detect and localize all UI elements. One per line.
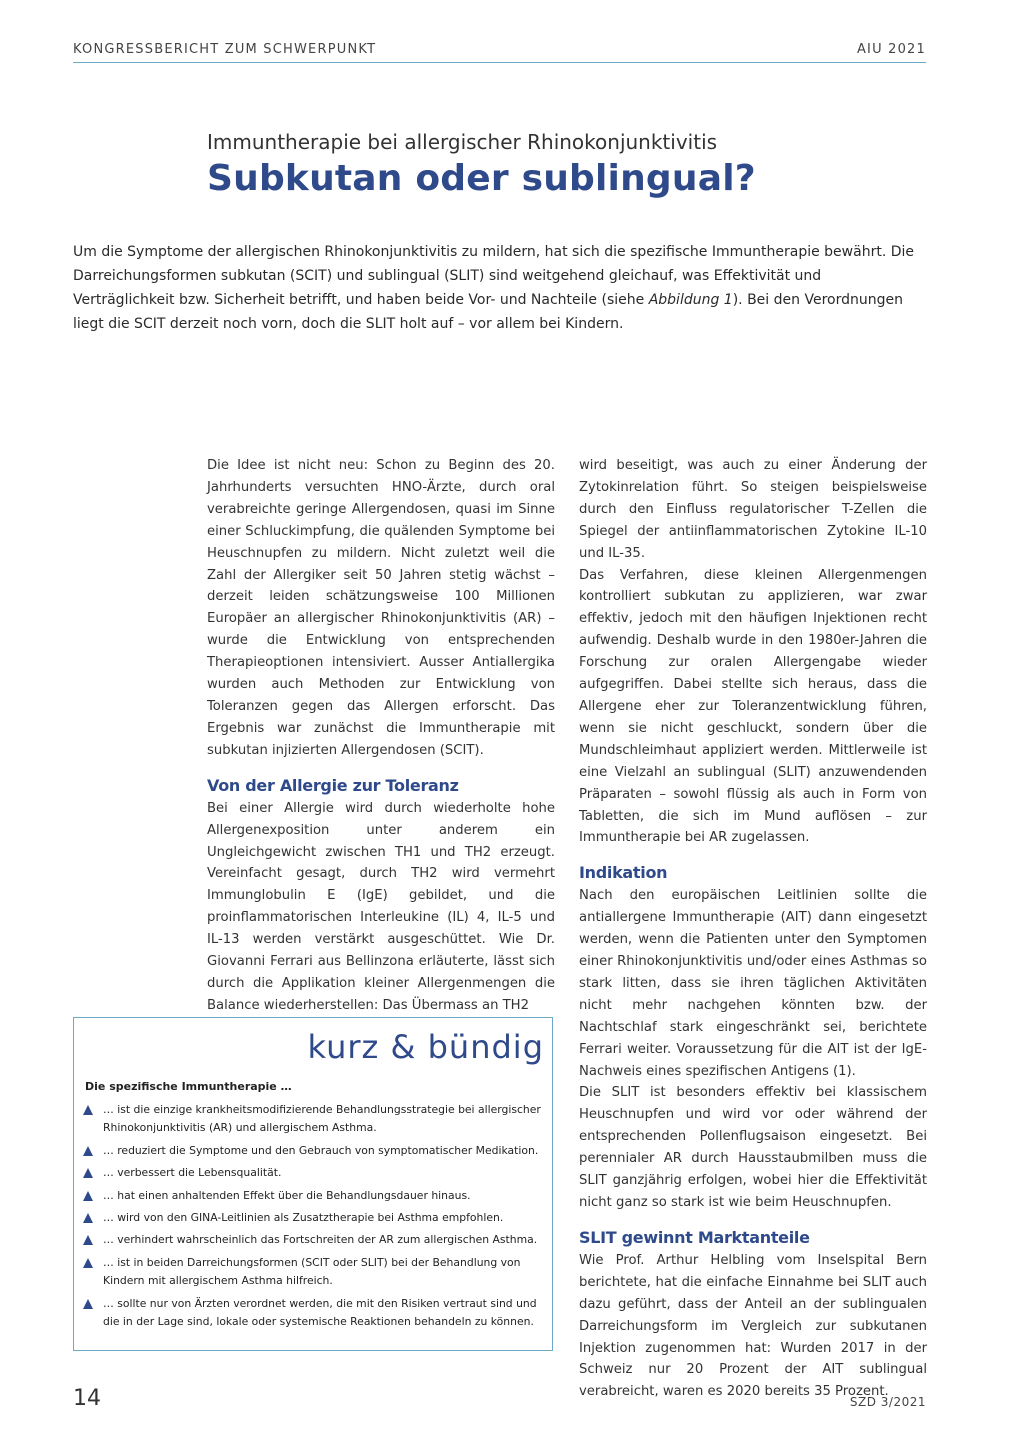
summary-box-subtitle: Die spezifische Immuntherapie … xyxy=(85,1080,292,1093)
list-item xyxy=(83,1164,545,1182)
list-item xyxy=(83,1254,545,1291)
article-title: Subkutan oder sublingual? xyxy=(207,158,756,199)
list-item-text: … hat einen anhaltenden Effekt über die Behandlungsdauer hinaus. xyxy=(103,1188,471,1202)
list-item-text: … verbessert die Lebensqualität. xyxy=(103,1166,282,1180)
list-item xyxy=(83,1187,545,1205)
summary-box xyxy=(73,1017,553,1351)
article-kicker: Immuntherapie bei allergischer Rhinokonjunktivitis xyxy=(207,130,718,154)
summary-list xyxy=(83,1101,545,1335)
triangle-up-icon xyxy=(83,1235,93,1245)
triangle-up-icon xyxy=(83,1168,93,1178)
header-section: KONGRESSBERICHT ZUM SCHWERPUNKT xyxy=(73,42,377,57)
list-item xyxy=(83,1142,545,1160)
article-lead xyxy=(73,240,926,336)
lead-text-1: Um die Symptome der allergischen Rhinokonjunktivitis zu mildern, hat sich die spezifische Immuntherapie bewährt. Die Darreichungsformen subkutan (SCIT) und sublingual (SLIT) sind weitgehend gleichauf, was Effektivität und Verträglichkeit bzw. Sicherheit betrifft, und haben beide Vor- und Nachteile (siehe xyxy=(73,244,915,308)
body-paragraph: Nach den europäischen Leitlinien sollte die antiallergene Immuntherapie (AIT) dann eingesetzt werden, wenn die Patienten unter den Symptomen einer Rhinokonjunktivitis und/oder eines Asthmas so stark litten, dass sie ihren täglichen Aktivitäten nicht mehr nachgehen könnten bzw. der Nachtschlaf stark eingeschränkt sei, berichtete Ferrari weiter. Voraussetzung für die AIT ist der IgE-Nachweis eines spezifischen Antigens (1). xyxy=(579,888,927,1079)
lead-figure-ref: Abbildung 1 xyxy=(648,292,733,308)
list-item-text: … wird von den GINA-Leitlinien als Zusatztherapie bei Asthma empfohlen. xyxy=(103,1211,504,1225)
page-number: 14 xyxy=(73,1386,101,1411)
list-item xyxy=(83,1295,545,1332)
list-item xyxy=(83,1101,545,1138)
list-item xyxy=(83,1209,545,1227)
lead-text-2: ). Bei den Verordnungen liegt die SCIT derzeit noch vorn, doch die SLIT holt auf – vor allem bei Kindern. xyxy=(73,292,903,332)
issue-label: SZD 3/2021 xyxy=(849,1395,926,1409)
triangle-up-icon xyxy=(83,1299,93,1309)
list-item-text: … ist in beiden Darreichungsformen (SCIT oder SLIT) bei der Behandlung von Kindern mit allergischem Asthma hilfreich. xyxy=(103,1255,521,1288)
triangle-up-icon xyxy=(83,1191,93,1201)
list-item-text: … ist die einzige krankheitsmodifizierende Behandlungsstrategie bei allergischer Rhinokonjunktivitis (AR) und allergischem Asthma. xyxy=(103,1103,541,1135)
triangle-up-icon xyxy=(83,1105,93,1115)
header-journal: AIU 2021 xyxy=(856,42,926,57)
body-paragraph: Die Idee ist nicht neu: Schon zu Beginn des 20. Jahrhunderts versuchten HNO-Ärzte, durch oral verabreichte geringe Allergendosen, quasi im Sinne einer Schluckimpfung, die quälenden Symptome bei Heuschnupfen zu mildern. Nicht zuletzt weil die Zahl der Allergiker seit 50 Jahren stetig wächst – derzeit leiden schätzungsweise 100 Millionen Europäer an allergischer Rhinokonjunktivitis (AR) – wurde die Entwicklung von entsprechenden Therapieoptionen intensiviert. Ausser Antiallergika wurden auch Methoden zur Entwicklung von Toleranzen gegen das Allergen erforscht. Das Ergebnis war zunächst die Immuntherapie mit subkutan injizierten Allergendosen (SCIT). xyxy=(207,458,555,758)
list-item-text: … reduziert die Symptome und den Gebrauch von symptomatischer Medikation. xyxy=(103,1143,539,1157)
body-column-2 xyxy=(579,455,927,1403)
triangle-up-icon xyxy=(83,1258,93,1268)
running-header xyxy=(73,40,926,63)
body-paragraph: Das Verfahren, diese kleinen Allergenmengen kontrolliert subkutan zu applizieren, war zwar effektiv, jedoch mit den häufigen Injektionen recht aufwendig. Deshalb wurde in den 1980er-Jahren die Forschung zur oralen Allergengabe wieder aufgegriffen. Dabei stellte sich heraus, dass die Allergene eher zur Toleranzentwicklung führen, wenn sie nicht geschluckt, sondern über die Mundschleimhaut appliziert werden. Mittlerweile ist eine Vielzahl an sublingual (SLIT) anzuwendenden Präparaten – sowohl flüssig als auch in Form von Tabletten, die sich im Mund auflösen – zur Immuntherapie bei AR zugelassen. xyxy=(579,567,927,846)
body-column-1 xyxy=(207,455,555,1017)
body-paragraph: Wie Prof. Arthur Helbling vom Inselspital Bern berichtete, hat die einfache Einnahme bei SLIT auch dazu geführt, dass der Anteil an der sublingualen Darreichungsform im Vergleich zur subkutanen Injektion zugenommen hat: Wurden 2017 in der Schweiz nur 20 Prozent der AIT sublingual verabreicht, waren es 2020 bereits 35 Prozent. xyxy=(579,1252,927,1400)
section-heading-toleranz: Von der Allergie zur Toleranz xyxy=(207,775,459,795)
list-item xyxy=(83,1231,545,1249)
summary-box-title: kurz & bündig xyxy=(307,1028,544,1066)
section-heading-indikation: Indikation xyxy=(579,863,668,883)
triangle-up-icon xyxy=(83,1146,93,1156)
body-paragraph: Die SLIT ist besonders effektiv bei klassischem Heuschnupfen und wird vor oder während der entsprechenden Pollenflugsaison eingesetzt. Bei perennialer AR durch Hausstaubmilben muss die SLIT ganzjährig erfolgen, wobei hier die Effektivität nicht ganz so stark ist wie beim Heuschnupfen. xyxy=(579,1085,927,1210)
body-paragraph: Bei einer Allergie wird durch wiederholte hohe Allergenexposition unter anderem ein Ungleichgewicht zwischen TH1 und TH2 erzeugt. Vereinfacht gesagt, durch TH2 wird vermehrt Immunglobulin E (IgE) gebildet, und die proinflammatorischen Interleukine (IL) 4, IL-5 und IL-13 werden verstärkt ausgeschüttet. Wie Dr. Giovanni Ferrari aus Bellinzona erläuterte, lässt sich durch die Applikation kleiner Allergenmengen die Balance wiederherstellen: Das Übermass an TH2 xyxy=(207,800,555,1013)
body-paragraph: wird beseitigt, was auch zu einer Änderung der Zytokinrelation führt. So steigen beispielsweise durch den Einfluss regulatorischer T-Zellen die Spiegel der antiinflammatorischen Zytokine IL-10 und IL-35. xyxy=(579,458,927,561)
list-item-text: … verhindert wahrscheinlich das Fortschreiten der AR zum allergischen Asthma. xyxy=(103,1233,538,1247)
list-item-text: … sollte nur von Ärzten verordnet werden, die mit den Risiken vertraut sind und die in der Lage sind, lokale oder systemische Reaktionen behandeln zu können. xyxy=(103,1296,537,1329)
section-heading-markt: SLIT gewinnt Marktanteile xyxy=(579,1227,810,1247)
triangle-up-icon xyxy=(83,1213,93,1223)
